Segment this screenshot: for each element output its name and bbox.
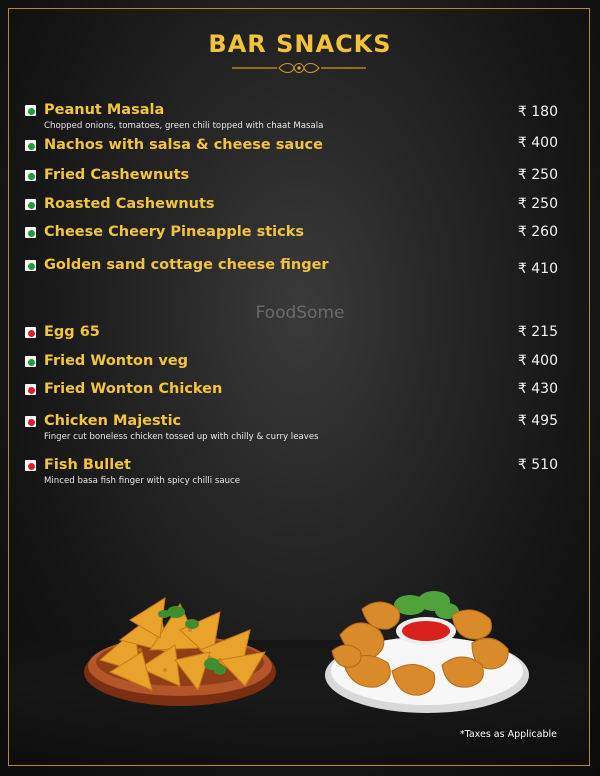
item-name: Chicken Majestic	[44, 413, 182, 429]
item-description: Minced basa fish finger with spicy chilli sauce	[44, 476, 241, 486]
item-name: Roasted Cashewnuts	[44, 196, 215, 212]
nonveg-icon	[25, 327, 36, 338]
item-name: Golden sand cottage cheese finger	[44, 257, 329, 273]
item-price: ₹ 215	[517, 324, 558, 340]
nonveg-icon	[25, 416, 36, 427]
veg-icon	[25, 140, 36, 151]
wonton-plate-image	[322, 585, 532, 720]
item-price: ₹ 400	[517, 135, 558, 151]
veg-icon	[25, 260, 36, 271]
item-name: Egg 65	[44, 324, 100, 340]
item-price: ₹ 400	[517, 353, 558, 369]
item-price: ₹ 260	[517, 224, 558, 240]
veg-icon	[25, 356, 36, 367]
item-price: ₹ 410	[517, 261, 558, 277]
nachos-plate-image	[80, 590, 280, 710]
item-price: ₹ 495	[517, 413, 558, 429]
item-name: Fried Cashewnuts	[44, 167, 190, 183]
item-price: ₹ 250	[517, 196, 558, 212]
veg-icon	[25, 170, 36, 181]
nonveg-icon	[25, 460, 36, 471]
veg-icon	[25, 227, 36, 238]
taxes-note: *Taxes as Applicable	[459, 729, 557, 740]
item-name: Fried Wonton veg	[44, 353, 189, 369]
item-price: ₹ 430	[517, 381, 558, 397]
veg-icon	[25, 105, 36, 116]
item-description: Chopped onions, tomatoes, green chili topped with chaat Masala	[44, 121, 324, 131]
veg-icon	[25, 199, 36, 210]
ornament-divider-icon	[232, 62, 366, 74]
item-price: ₹ 180	[517, 104, 558, 120]
item-name: Peanut Masala	[44, 102, 165, 118]
item-price: ₹ 510	[517, 457, 558, 473]
watermark: FoodSome	[255, 303, 345, 323]
item-name: Fried Wonton Chicken	[44, 381, 223, 397]
item-name: Fish Bullet	[44, 457, 131, 473]
item-price: ₹ 250	[517, 167, 558, 183]
nonveg-icon	[25, 384, 36, 395]
menu-title: BAR SNACKS	[208, 30, 392, 58]
item-name: Cheese Cheery Pineapple sticks	[44, 224, 304, 240]
item-description: Finger cut boneless chicken tossed up with chilly & curry leaves	[44, 432, 319, 442]
item-name: Nachos with salsa & cheese sauce	[44, 137, 323, 153]
